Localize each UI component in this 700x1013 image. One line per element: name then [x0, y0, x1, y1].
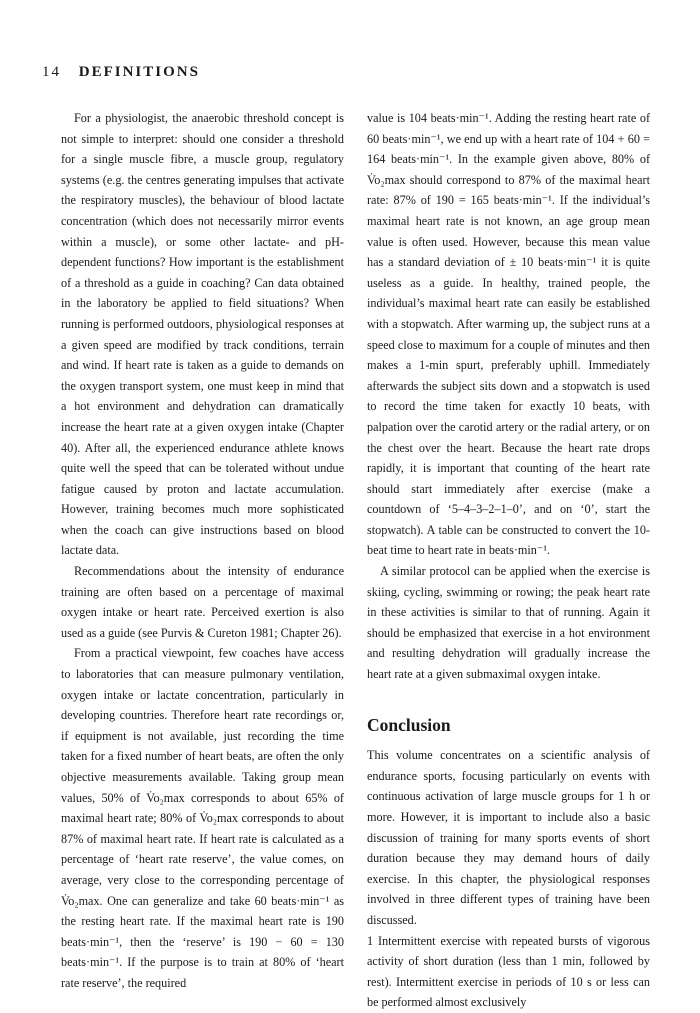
- section-title: DEFINITIONS: [78, 64, 200, 80]
- paragraph: From a practical viewpoint, few coaches have access to laboratories that can measure pulmonary ventilation, oxygen intake or lactate concentration, particularly in developing countries. Therefore heart rate recordings or, if equipment is not available, just recording the time taken for a fixed number of heart beats, are often the only objective measurements available. Taking group mean values, 50% of V̇o₂max corresponds to about 65% of maximal heart rate; 80% of V̇o₂max corresponds to about 87% of maximal heart rate. If heart rate is calculated as a percentage of ‘heart rate reserve’, the value comes, on average, very close to the corresponding percentage of V̇o₂max. One can generalize and take 60 beats·min⁻¹ as the resting heart rate. If the maximal heart rate is 190 beats·min⁻¹, then the ‘reserve’ is 190 − 60 = 130 beats·min⁻¹. If the purpose is to train at 80% of ‘heart rate reserve’, the required: [61, 646, 344, 990]
- right-column: [367, 108, 650, 1013]
- paragraph: value is 104 beats·min⁻¹. Adding the resting heart rate of 60 beats·min⁻¹, we end up with a heart rate of 104 + 60 = 164 beats·min⁻¹. In the example given above, 80% of V̇o₂max should correspond to 87% of the maximal heart rate: 87% of 190 = 165 beats·min⁻¹. If the individual’s maximal heart rate is not known, an age group mean value is often used. However, because this mean value has a standard deviation of ± 10 beats·min⁻¹ it is quite useless as a guide. In healthy, trained people, the individual’s maximal heart rate can easily be established with a stopwatch. After warming up, the subject runs at a speed close to maximum for a couple of minutes and then makes a 1-min spurt, preferably uphill. Immediately afterwards the subject sits down and a stopwatch is used to record the time taken for exactly 10 beats, with palpation over the carotid artery or the radial artery, or on the chest over the heart. Because the heart rate drops rapidly, it is important that counting of the heart rate should start immediately after exercise (make a countdown of ‘5–4–3–2–1–0’, and on ‘0’, start the stopwatch). A table can be constructed to convert the 10-beat time to heart rate in beats·min⁻¹.: [367, 111, 650, 558]
- paragraph: For a physiologist, the anaerobic threshold concept is not simple to interpret: should one consider a threshold for a single muscle fibre, a muscle group, regulatory systems (e.g. the centres generating impulses that activate the respiratory muscles), the behaviour of blood lactate concentration (which does not necessarily mirror events within a muscle), or some other lactate- and pH-dependent functions? How important is the establishment of a threshold as a guide in coaching? Can data obtained in the laboratory be applied to field situations? When running is performed outdoors, physiological responses at a given speed are modified by track conditions, terrain and wind. If heart rate is taken as a guide to demands on the oxygen transport system, one must keep in mind that a hot environment and dehydration can dramatically increase the heart rate at a given oxygen intake (Chapter 40). After all, the experienced endurance athlete knows quite well the speed that can be tolerated without undue fatigue caused by proton and lactate accumulation. However, training becomes much more sophisticated when the coach can give instructions based on blood lactate data.: [61, 111, 344, 558]
- list-item: 1 Intermittent exercise with repeated bursts of vigorous activity of short duration (less than 1 min, followed by rest). Intermittent exercise in periods of 10 s or less can be performed almost exclusively: [367, 933, 650, 1010]
- page-number: 14: [42, 64, 61, 80]
- running-head: [42, 64, 200, 81]
- paragraph: This volume concentrates on a scientific analysis of endurance sports, focusing particularly on events with continuous activation of large muscle groups for 1 h or more. However, it is important to include also a basic discussion of training for many sports events of short duration because they may demand hours of daily exercise. In this chapter, the physiological responses involved in three different types of training have been discussed.: [367, 748, 650, 927]
- conclusion-heading: Conclusion: [367, 714, 451, 735]
- paragraph: Recommendations about the intensity of endurance training are often based on a percentage of maximal oxygen intake or heart rate. Perceived exertion is also used as a guide (see Purvis & Cureton 1981; Chapter 26).: [61, 564, 344, 640]
- paragraph: A similar protocol can be applied when the exercise is skiing, cycling, swimming or rowing; the peak heart rate in these activities is similar to that of running. Again it should be emphasized that exercise in a hot environment and resulting dehydration will gradually increase the heart rate at a given submaximal oxygen intake.: [367, 564, 650, 682]
- left-column: [61, 108, 344, 994]
